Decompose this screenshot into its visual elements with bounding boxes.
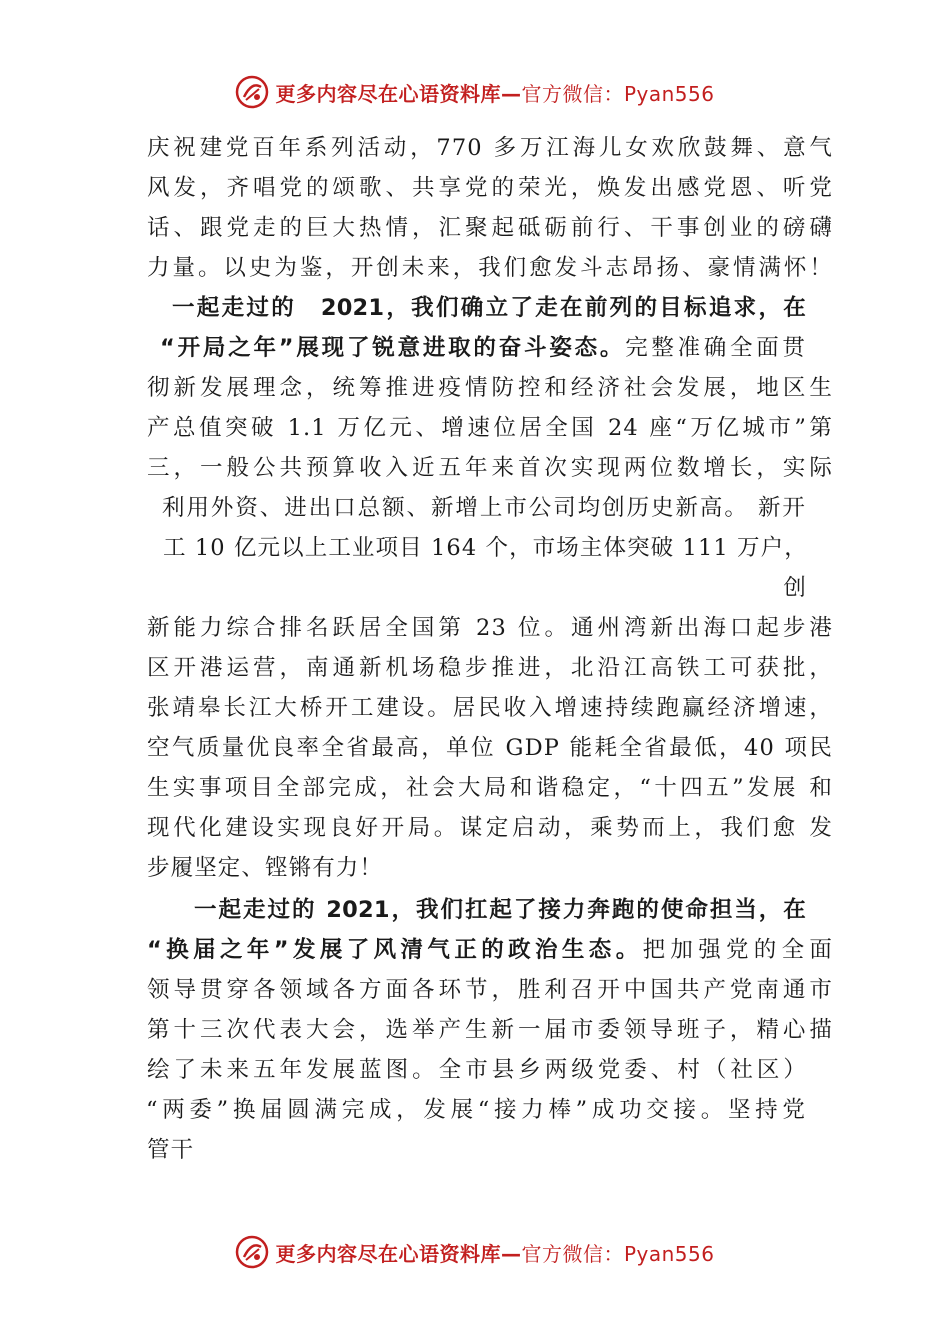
text-line-26: 管干	[147, 1137, 195, 1163]
heading-line-1: 一起走过的 2021，我们确立了走在前列的目标追求，在	[172, 295, 806, 321]
text-line-2: 风发，齐唱党的颂歌、共享党的荣光，焕发出感党恩、听党	[147, 175, 833, 201]
text-line-23: 第十三次代表大会，选举产生新一届市委领导班子，精心描	[147, 1017, 833, 1043]
text-line-10: 利用外资、进出口总额、新增上市公司均创历史新高。 新开	[162, 495, 806, 521]
footer-banner	[0, 1232, 950, 1272]
text-line-25: “两委”换届圆满完成，发展“接力棒”成功交接。坚持党	[146, 1097, 806, 1123]
text-line-21: “换届之年”发展了风清气正的政治生态。把加强党的全面	[147, 937, 833, 963]
text-line-7: 彻新发展理念，统筹推进疫情防控和经济社会发展，地区生	[147, 375, 833, 401]
text-line-16: 空气质量优良率全省最高，单位 GDP 能耗全省最低，40 项民	[147, 735, 833, 761]
header-banner-text: 更多内容尽在心语资料库—官方微信：Pyan556	[275, 81, 715, 106]
text-line-4: 力量。以史为鉴，开创未来，我们愈发斗志昂扬、豪情满怀！	[147, 255, 833, 281]
text-line-24: 绘了未来五年发展蓝图。全市县乡两级党委、村（社区）	[147, 1057, 807, 1083]
text-line-8: 产总值突破 1.1 万亿元、增速位居全国 24 座“万亿城市”第	[147, 415, 833, 441]
text-line-22: 领导贯穿各领域各方面各环节，胜利召开中国共产党南通市	[147, 977, 833, 1003]
header-banner	[0, 72, 950, 112]
text-line-14: 区开港运营，南通新机场稳步推进，北沿江高铁工可获批，	[147, 655, 833, 681]
text-line-15: 张靖皋长江大桥开工建设。居民收入增速持续跑赢经济增速，	[147, 695, 833, 721]
text-line-11: 工 10 亿元以上工业项目 164 个，市场主体突破 111 万户，	[163, 535, 808, 561]
text-line-13: 新能力综合排名跃居全国第 23 位。通州湾新出海口起步港	[147, 615, 833, 641]
text-line-6: “开局之年”展现了锐意进取的奋斗姿态。完整准确全面贯	[160, 335, 806, 361]
brand-logo-icon	[235, 75, 269, 109]
heading-line-2: 一起走过的 2021，我们扛起了接力奔跑的使命担当，在	[194, 897, 806, 923]
text-line-1: 庆祝建党百年系列活动，770 多万江海儿女欢欣鼓舞、意气	[147, 135, 833, 161]
text-line-12: 创	[783, 575, 807, 601]
footer-banner-text: 更多内容尽在心语资料库—官方微信：Pyan556	[275, 1241, 715, 1266]
text-line-17: 生实事项目全部完成，社会大局和谐稳定，“十四五”发展 和	[147, 775, 833, 801]
text-line-3: 话、跟党走的巨大热情，汇聚起砥砺前行、干事创业的磅礴	[147, 215, 833, 241]
text-line-18: 现代化建设实现良好开局。谋定启动，乘势而上，我们愈 发	[147, 815, 833, 841]
brand-logo-icon	[235, 1235, 269, 1269]
text-line-9: 三，一般公共预算收入近五年来首次实现两位数增长，实际	[147, 455, 833, 481]
text-line-19: 步履坚定、铿锵有力！	[147, 855, 384, 881]
